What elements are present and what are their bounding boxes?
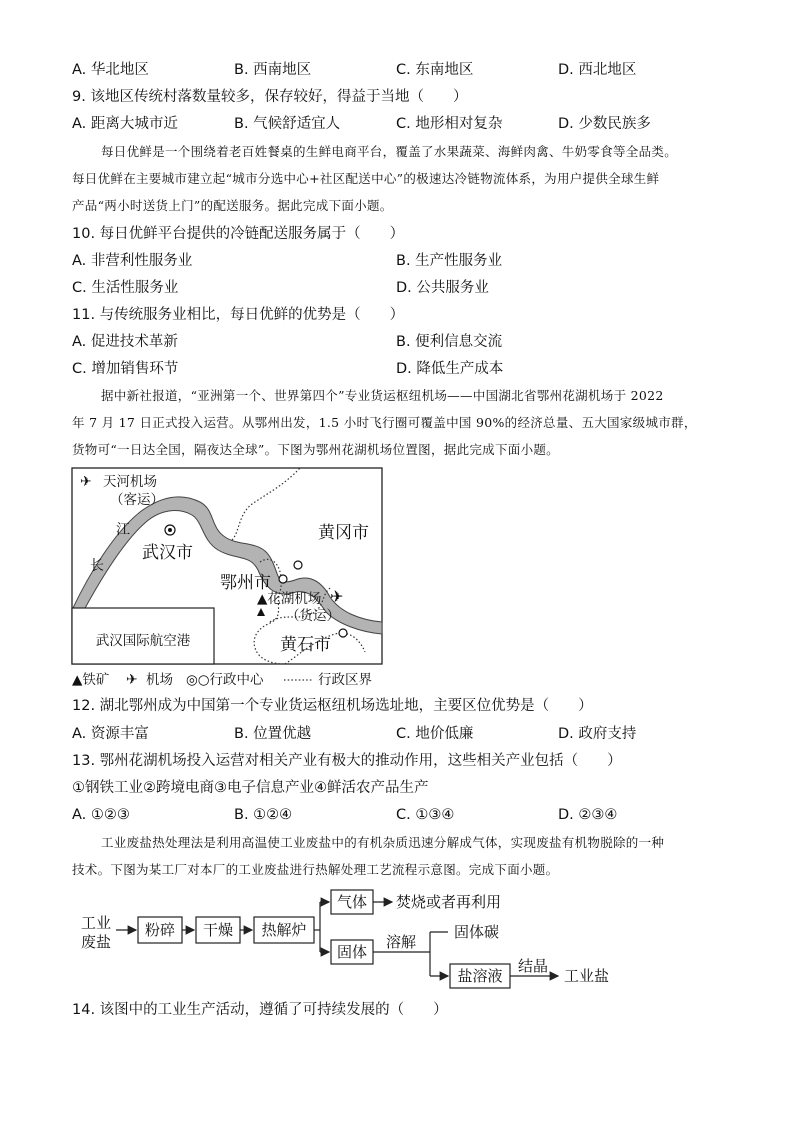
q9-option-a: A. 距离大城市近 [72, 116, 178, 132]
q12-stem: 12. 湖北鄂州成为中国第一个专业货运枢纽机场选址地，主要区位优势是（ ） [72, 698, 593, 714]
airplane-icon: ✈ [126, 672, 138, 688]
huanggang-label: 黄冈市 [318, 523, 369, 543]
solid-carbon-label: 固体碳 [454, 923, 500, 941]
ezhou-label: 鄂州市 [220, 573, 271, 593]
q13-option-a: A. ①②③ [72, 807, 130, 823]
flow-input-line2: 废盐 [80, 933, 112, 951]
river-label-jiang: 江 [116, 522, 130, 538]
q12-option-d: D. 政府支持 [558, 726, 637, 742]
ezhou-center-icon [279, 575, 287, 583]
q9-option-c: C. 地形相对复杂 [396, 116, 503, 132]
q8-option-b: B. 西南地区 [234, 62, 312, 78]
crush-label: 粉碎 [144, 921, 176, 939]
q13-stem: 13. 鄂州花湖机场投入运营对相关产业有极大的推动作用，这些相关产业包括（ ） [72, 753, 622, 769]
salt-process-flowchart [70, 884, 630, 994]
gas-use-label: 焚烧或者再利用 [396, 893, 502, 911]
q9-stem: 9. 该地区传统村落数量较多，保存较好，得益于当地（ ） [72, 89, 468, 105]
tianhe-label: 天河机场 [103, 474, 157, 490]
q8-option-a: A. 华北地区 [72, 62, 149, 78]
furnace-label: 热解炉 [261, 921, 307, 939]
q9-option-b: B. 气候舒适宜人 [234, 116, 341, 132]
salt-solution-label: 盐溶液 [457, 967, 503, 985]
solid-label: 固体 [336, 943, 368, 961]
q13-option-c: C. ①③④ [396, 807, 455, 823]
q14-stem: 14. 该图中的工业生产活动，遵循了可持续发展的（ ） [72, 1002, 448, 1018]
q10-stem: 10. 每日优鲜平台提供的冷链配送服务属于（ ） [72, 226, 405, 242]
legend-iron: ▲铁矿 [72, 672, 110, 688]
huangshi-label: 黄石市 [280, 635, 331, 655]
q13-option-d: D. ②③④ [558, 807, 618, 823]
hub-label: 武汉国际航空港 [95, 633, 191, 649]
airplane-icon: ✈ [80, 474, 92, 490]
q12-option-a: A. 资源丰富 [72, 726, 149, 742]
passage1-line1: 每日优鲜是一个围绕着老百姓餐桌的生鲜电商平台，覆盖了水果蔬菜、海鲜肉禽、牛奶零食等全品类。 [101, 144, 678, 159]
river-label-chang: 长 [90, 558, 104, 574]
q8-option-d: D. 西北地区 [558, 62, 637, 78]
q11-option-b: B. 便利信息交流 [396, 334, 503, 350]
huanggang-center-icon [294, 561, 302, 569]
huahu-sub-label: （货运） [286, 608, 340, 624]
legend-airport: 机场 [146, 672, 173, 688]
q10-option-b: B. 生产性服务业 [396, 253, 503, 269]
q8-option-c: C. 东南地区 [396, 62, 474, 78]
q13-option-b: B. ①②④ [234, 807, 293, 823]
passage3-line2: 技术。下图为某工厂对本厂的工业废盐进行热解处理工艺流程示意图。完成下面小题。 [72, 862, 559, 877]
q12-option-c: C. 地价低廉 [396, 726, 474, 742]
passage2-line3: 货物可“一日达全国，隔夜达全球”。下图为鄂州花湖机场位置图，据此完成下面小题。 [72, 442, 559, 457]
q10-option-a: A. 非营利性服务业 [72, 253, 193, 269]
q11-option-a: A. 促进技术革新 [72, 334, 178, 350]
q10-option-c: C. 生活性服务业 [72, 280, 179, 296]
q11-option-c: C. 增加销售环节 [72, 361, 179, 377]
legend-boundary: 行政区界 [318, 672, 372, 688]
flow-input-line1: 工业 [80, 914, 112, 932]
passage2-line2: 年 7 月 17 日正式投入运营。从鄂州出发，1.5 小时飞行圈可覆盖中国 90%的经济总量、五大国家级城市群， [72, 415, 697, 430]
passage3-line1: 工业废盐热处理法是利用高温使工业废盐中的有机杂质迅速分解成气体，实现废盐有机物脱除的一种 [101, 835, 665, 850]
legend-admin-center: ◎○行政中心 [186, 672, 264, 688]
wuhan-label: 武汉市 [142, 543, 193, 563]
passage1-line3: 产品“两小时送货上门”的配送服务。据此完成下面小题。 [72, 198, 393, 213]
q11-stem: 11. 与传统服务业相比，每日优鲜的优势是（ ） [72, 307, 405, 323]
q12-option-b: B. 位置优越 [234, 726, 312, 742]
tianhe-sub-label: （客运） [110, 492, 164, 508]
huahu-label: ▲花湖机场 [257, 591, 322, 607]
crystallize-label: 结晶 [518, 957, 549, 975]
airport-location-map [60, 462, 400, 692]
passage2-line1: 据中新社报道，“亚洲第一个、世界第四个”专业货运枢纽机场——中国湖北省鄂州花湖机场于 2022 [101, 388, 664, 403]
q13-items: ①钢铁工业②跨境电商③电子信息产业④鲜活农产品生产 [72, 780, 429, 796]
q9-option-d: D. 少数民族多 [558, 116, 651, 132]
dry-label: 干燥 [202, 921, 234, 939]
q11-option-d: D. 降低生产成本 [396, 361, 504, 377]
huangshi-center-icon [339, 629, 347, 637]
product-label: 工业盐 [564, 967, 610, 985]
q10-option-d: D. 公共服务业 [396, 280, 489, 296]
airplane-icon: ✈ [330, 587, 344, 606]
dissolve-label: 溶解 [386, 933, 417, 951]
gas-label: 气体 [336, 893, 368, 911]
passage1-line2: 每日优鲜在主要城市建立起“城市分选中心+社区配送中心”的极速达冷链物流体系，为用户提供全球生鲜 [72, 171, 660, 186]
